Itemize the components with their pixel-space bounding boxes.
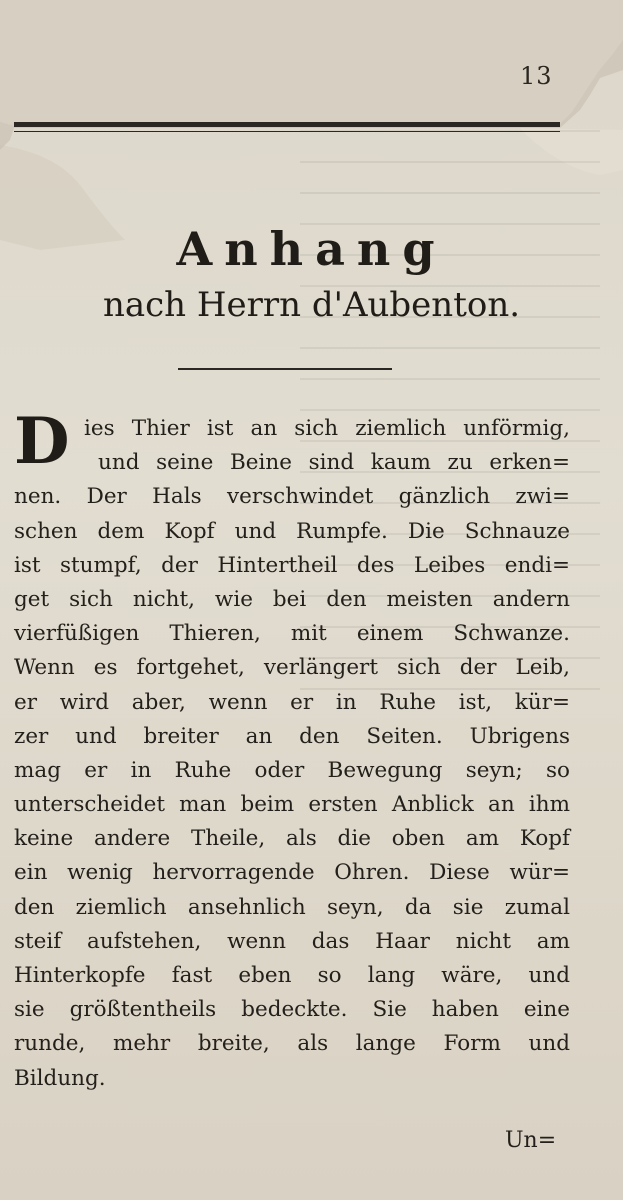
text-line: den ziemlich ansehnlich seyn, da sie zumal: [14, 894, 570, 920]
header-rule-thick: [14, 122, 560, 127]
section-title: Anhang: [176, 222, 447, 276]
text-line: schen dem Kopf und Rumpfe. Die Schnauze: [14, 518, 570, 544]
text-line: runde, mehr breite, als lange Form und: [14, 1031, 570, 1057]
text-line: Hinterkopfe fast eben so lang wäre, und: [14, 963, 570, 988]
text-line: und seine Beine sind kaum zu erken=: [98, 450, 570, 476]
text-line: Bildung.: [14, 1065, 106, 1091]
text-line: unterscheidet man beim ersten Anblick an ihm: [14, 792, 570, 818]
page-number: 13: [520, 62, 553, 90]
text-line: get sich nicht, wie bei den meisten andern: [14, 586, 570, 612]
text-line: steif aufstehen, wenn das Haar nicht am: [14, 928, 570, 954]
text-line: ein wenig hervorragende Ohren. Diese wür=: [14, 860, 570, 886]
text-line: ist stumpf, der Hintertheil des Leibes endi=: [14, 552, 570, 578]
text-line: vierfüßigen Thieren, mit einem Schwanze.: [14, 621, 570, 647]
text-line: Wenn es fortgehet, verlängert sich der Leib,: [14, 655, 570, 681]
body-text: [14, 404, 570, 1096]
title-divider: [178, 368, 392, 370]
text-line: sie größtentheils bedeckte. Sie haben eine: [14, 997, 570, 1023]
header-rule-thin: [14, 131, 560, 132]
catchword: Un=: [505, 1128, 557, 1153]
text-line: ies Thier ist an sich ziemlich unförmig,: [84, 416, 570, 441]
text-line: nen. Der Hals verschwindet gänzlich zwi=: [14, 484, 570, 510]
text-line: keine andere Theile, als die oben am Kopf: [14, 826, 570, 852]
drop-cap: D: [14, 404, 70, 479]
text-line: er wird aber, wenn er in Ruhe ist, kür=: [14, 689, 570, 715]
section-subtitle: nach Herrn d'Aubenton.: [102, 285, 521, 325]
text-line: mag er in Ruhe oder Bewegung seyn; so: [14, 757, 570, 783]
text-line: zer und breiter an den Seiten. Ubrigens: [14, 723, 570, 749]
